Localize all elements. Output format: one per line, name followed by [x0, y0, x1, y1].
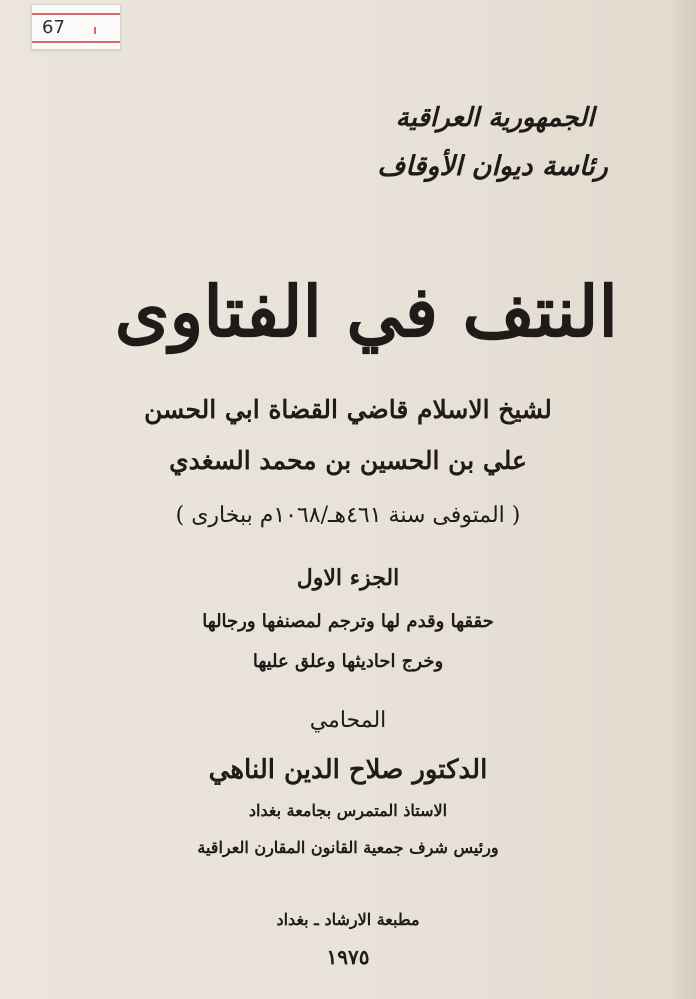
death-note: ( المتوفى سنة ٤٦١هـ/١٠٦٨م ببخارى ) — [175, 503, 521, 528]
book-title: النتف في الفتاوى — [114, 270, 618, 353]
editor-profession: المحامي — [309, 708, 387, 733]
volume-part: الجزء الاول — [296, 565, 400, 591]
editor-name: الدكتور صلاح الدين الناهي — [208, 755, 488, 785]
label-tick-mark — [94, 27, 96, 34]
label-bottom-rule — [32, 41, 120, 43]
publication-year: ١٩٧٥ — [326, 945, 370, 969]
presidency-heading: رئاسة ديوان الأوقاف — [377, 151, 608, 182]
editor-credit-line-1: حققها وقدم لها وترجم لمصنفها ورجالها — [202, 611, 494, 632]
publisher-press: مطبعة الارشاد ـ بغداد — [276, 910, 420, 929]
editor-title-2: ورئيس شرف جمعية القانون المقارن العراقية — [197, 838, 499, 857]
editor-credit-line-2: وخرج احاديثها وعلق عليها — [252, 651, 444, 672]
republic-heading: الجمهورية العراقية — [395, 103, 595, 133]
author-line-1: لشيخ الاسلام قاضي القضاة ابي الحسن — [144, 395, 552, 424]
shelf-number-label — [31, 4, 121, 50]
label-top-rule — [32, 13, 120, 15]
shelf-number: 67 — [42, 17, 65, 38]
author-line-2: علي بن الحسين بن محمد السغدي — [169, 446, 527, 475]
editor-title-1: الاستاذ المتمرس بجامعة بغداد — [248, 801, 448, 820]
